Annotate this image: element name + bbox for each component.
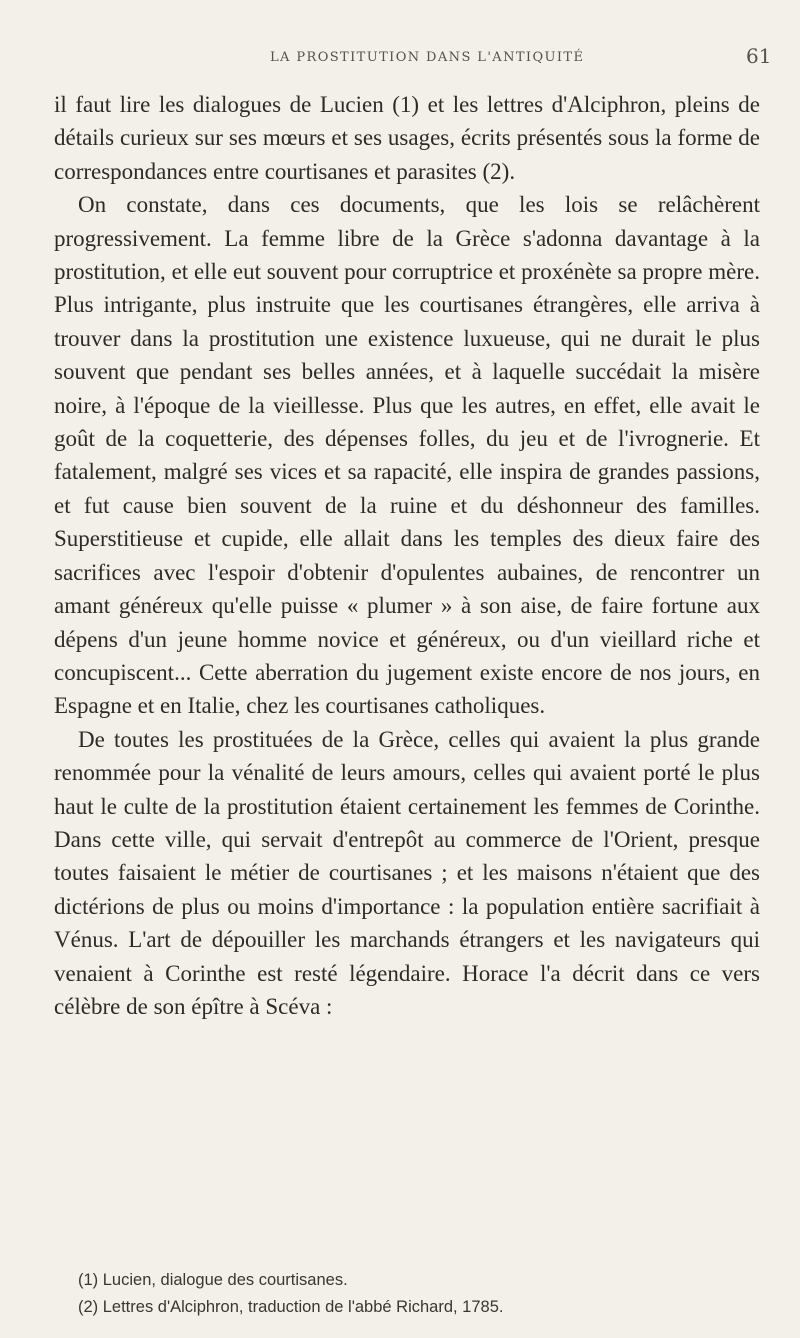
footnotes <box>78 1267 758 1321</box>
footnote-2: (2) Lettres d'Alciphron, traduction de l'abbé Richard, 1785. <box>78 1298 504 1316</box>
footnote-1: (1) Lucien, dialogue des courtisanes. <box>78 1271 348 1289</box>
paragraph-1: il faut lire les dialogues de Lucien (1) et les lettres d'Alciphron, pleins de détails curieux sur ses mœurs et ses usages, écrits présentés sous la forme de correspondances entre courtisanes et parasites (2). <box>54 92 760 184</box>
paragraph-2: On constate, dans ces documents, que les lois se relâchèrent progressivement. La femme libre de la Grèce s'adonna davantage à la prostitution, et elle eut souvent pour corruptrice et proxénète sa propre mère. Plus intrigante, plus instruite que les courtisanes étrangères, elle arriva à trouver dans la prostitution une existence luxueuse, qui ne durait le plus souvent que pendant ses belles années, et à laquelle succédait la misère noire, à l'époque de la vieillesse. Plus que les autres, en effet, elle avait le goût de la coquetterie, des dépenses folles, du jeu et de l'ivrognerie. Et fatalement, malgré ses vices et sa rapacité, elle inspira de grandes passions, et fut cause bien souvent de la ruine et du déshonneur des familles. Superstitieuse et cupide, elle allait dans les temples des dieux faire des sacrifices avec l'espoir d'obtenir d'opulentes aubaines, de rencontrer un amant généreux qu'elle puisse « plumer » à son aise, de faire fortune aux dépens d'un jeune homme novice et généreux, ou d'un vieillard riche et concupiscent... Cette aberration du jugement existe encore de nos jours, en Espagne et en Italie, chez les courtisanes catholiques. <box>54 192 760 719</box>
page-number: 61 <box>746 44 772 68</box>
paragraph-3: De toutes les prostituées de la Grèce, celles qui avaient la plus grande renommée pour la vénalité de leurs amours, celles qui avaient porté le plus haut le culte de la prostitution étaient certainement les femmes de Corinthe. Dans cette ville, qui servait d'entrepôt au commerce de l'Orient, presque toutes faisaient le métier de courtisanes ; et les maisons n'étaient que des dictérions de plus ou moins d'importance : la population entière sacrifiait à Vénus. L'art de dépouiller les marchands étrangers et les navigateurs qui venaient à Corinthe est resté légendaire. Horace l'a décrit dans ce vers célèbre de son épître à Scéva : <box>54 726 760 1019</box>
running-title: LA PROSTITUTION DANS L'ANTIQUITÉ <box>270 50 585 65</box>
body-text <box>54 88 760 1023</box>
